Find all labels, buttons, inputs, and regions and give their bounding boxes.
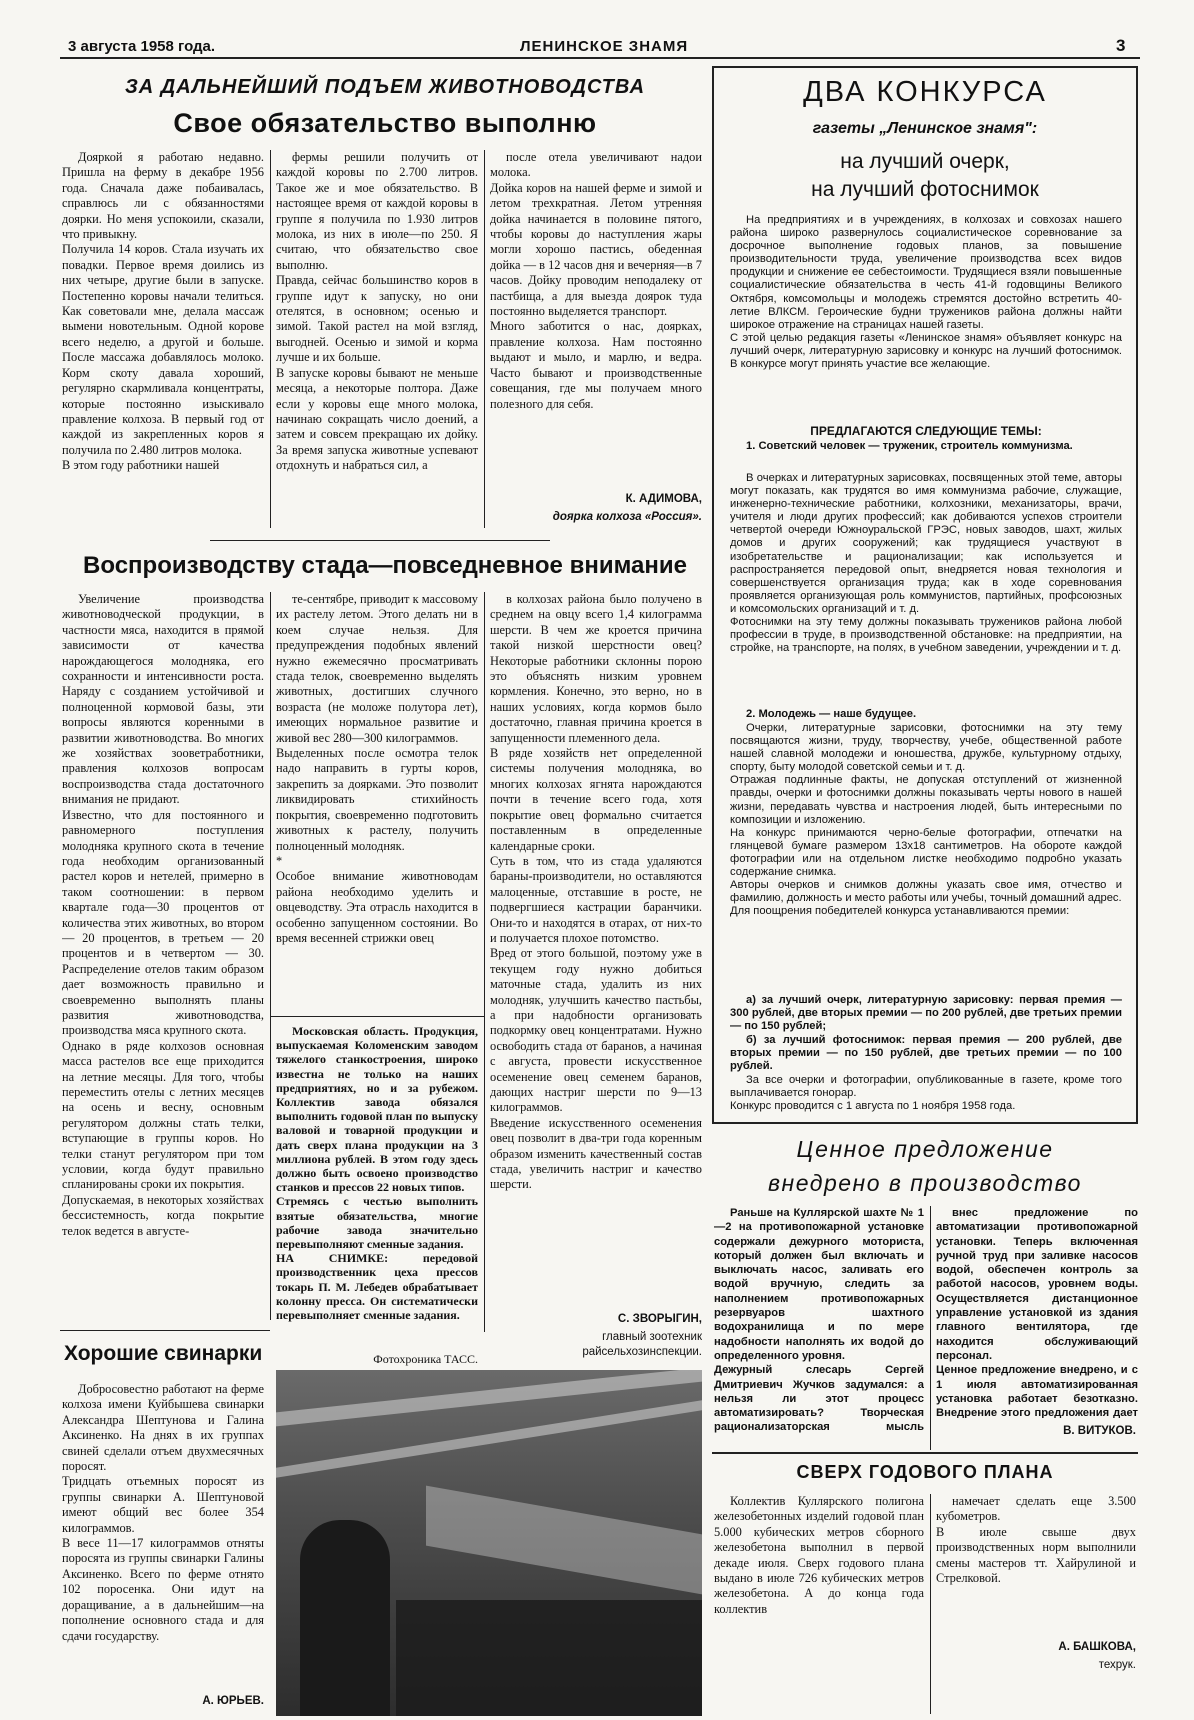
- column-divider: [270, 592, 271, 1320]
- article1-col2-text: фермы решили получить от каждой коровы по 2.700 литров. Такое же и мое обязательство. В настоящее время от каждой коровы в группе я получила по 1.930 литров молока, из них в июле—по 250. Я считаю, что обязательство свое выполню. Правда, сейчас большинство коров в группе идут к запуску, но они отелятся, в основном; осенью и зимой. Такой растел на мой взгляд, выгодней. Осенью и зимой и корма лучше и их больше. В запуске коровы бывают не меньше месяца, а некоторые полтора. Даже если у коровы еще много молока, начинаю сокращать число доений, а затем и совсем прекращаю их дойку. За время запуска животные успевают отдохнуть и набраться сил, а: [276, 150, 478, 473]
- page-number: 3: [1116, 36, 1126, 55]
- article4-col2: [936, 1206, 1138, 1418]
- contest-line1: на лучший очерк,: [840, 150, 1010, 173]
- contest-prize-a: [730, 994, 1122, 1033]
- article2-title: Воспроизводству стада—повседневное внимание: [83, 552, 687, 579]
- contest-topic1-body: [730, 472, 1122, 655]
- issue-date: 3 августа 1958 года.: [68, 38, 216, 55]
- article4-col1: [714, 1206, 924, 1436]
- article3-text: Добросовестно работают на ферме колхоза имени Куйбышева свинарки Александра Шептунова и Галина Аксиненко. На днях в их группах свиней сделали отъем двухмесячных поросят. Тридцать отъемных поросят из группы свинарки А. Шептуновой имеют общий вес более 354 килограммов. В весе 11—17 килограммов отняты поросята из группы свинарки Галины Аксиненко. Всего по ферме отнято 102 поросенка. Они идут на доращивание, а в дальнейшим—на пополнение основного стада и для сдачи государству.: [62, 1382, 264, 1643]
- article2-col1: [62, 592, 264, 1320]
- article1-col1-text: Дояркой я работаю недавно. Пришла на ферму в декабре 1956 года. Сначала даже побаивалась, справлюсь ли с обязанностями доярки. Но меня успокоили, сказали, что привыкну. Получила 14 коров. Стала изучать их повадки. Первое время доились из них четыре, другие были в запуске. Постепенно коровы начали телиться. Как советовали мне, делала массаж вымени новотельным. Одной корове всего неделю, а другой и больше. После массажа добавлялось молоко. Корм скоту давала хороший, регулярно скармливала концентраты, которые постоянно изыскивало правление колхоза. В первый год от каждой из закрепленных коров я получила по 2.480 литров молока. В этом году работники нашей: [62, 150, 264, 473]
- contest-outro: [730, 1074, 1122, 1113]
- article2-signature-name: С. ЗВОРЫГИН,: [617, 1313, 702, 1325]
- contest-topics-heading: ПРЕДЛАГАЮТСЯ СЛЕДУЮЩИЕ ТЕМЫ:: [810, 424, 1042, 438]
- article1-signature-role: доярка колхоза «Россия».: [552, 511, 702, 523]
- article1-col1: [62, 150, 264, 530]
- article1-col2: [276, 150, 478, 530]
- photo-lathe: [396, 1600, 702, 1716]
- article2-col1-text: Увеличение производства животноводческой продукции, в частности мяса, находится в прямой зависимости от качества нарождающегося молодняка, его сохранности и интенсивности роста. Наряду с созданием устойчивой и полноценной кормовой базы, эти вопросы являются коренными в развитии животноводства. Во многих же хозяйствах зооветработники, правления колхозов вопросам воспроизводства стада достаточного внимания не придают. Известно, что для постоянного и равномерного поступления молодняка крупного скота в течение года необходим организованный растел коров и нетелей, примерно в таком соотношении: в первом квартале года—30 процентов от количества этих животных, во втором — 20 процентов, в третьем — 20 процентов и в четвертом — 30. Распределение отелов таким образом дает возможность правильно и своевременно выполнять планы развития животноводства, производства мяса крупного скота. Однако в ряде колхозов основная масса растелов все еще приходится на летние месяцы. Для того, чтобы переместить отелы с летних месяцев на осень и весну, основным регулятором должны стать телки, вступающие в группы коров. Но телки станут регулятором при том условии, когда будут правильно спланированы сроки их покрытия. Допускаемая, в некоторых хозяйствах бессистемность, когда покрытие телок ведется в августе-: [62, 592, 264, 1238]
- photo-caption: [276, 1024, 478, 1348]
- article5-signature-name: А. БАШКОВА,: [1058, 1641, 1136, 1653]
- photo-credit: Фотохроника ТАСС.: [373, 1352, 478, 1366]
- article2-col3-text: в колхозах района было получено в среднем на овцу всего 1,4 килограмма шерсти. В чем же кроется причина такой низкой шерстности овец? Некоторые работники склонны порою это объяснять низким уровнем кормления. Конечно, это верно, но в наших условиях, когда кормов было достаточно, главная причина кроется в запущенности племенного дела. В ряде хозяйств нет определенной системы получения молодняка, во многих колхозах ягнята нарождаются почти в течение всего года, хотя покрытие овец формально считается поставленным в определенные календарные сроки. Суть в том, что из стада удаляются бараны-производители, но оставляются малоценные, отставшие в росте, не подвергшиеся кастрации баранчики. Они-то и находятся в отарах, от них-то и получается плохое потомство. Вред от этого большой, поэтому уже в текущем году нужно добиться маточные стада, удалить из них молодняк, улучшить качество пастьбы, а при надобности организовать подкормку овец концентратами. Нужно освободить стада от баранов, а начиная с августа, провести искусственное осеменение овец семенем баранов, дающих настриг шерсти по 9—13 килограммов. Введение искусственного осеменения овец позволит в два-три года коренным образом изменить качественный состав стада, увеличить настриг и качество шерсти.: [490, 592, 702, 1192]
- photo-worker: [300, 1520, 390, 1716]
- article3-body: [62, 1382, 264, 1694]
- article2-col3: [490, 592, 702, 1308]
- contest-title: ДВА КОНКУРСА: [803, 76, 1047, 108]
- masthead-rule: [60, 57, 1140, 59]
- separator-rule: [60, 1330, 270, 1331]
- caption-rule: [270, 1016, 484, 1017]
- article1-col3-text: после отела увеличивают надои молока. Дойка коров на нашей ферме и зимой и летом трехкратная. Летом утренняя дойка начинается в половине пятого, чтобы коровы до наступления жары могли хорошо пастись, обеденная дойка — в 12 часов дня и вечерняя—в 7 часов. Дойку проводим неподалеку от пастбища, а для выезда доярок туда постоянно выделяется транспорт. Много заботится о нас, доярках, правление колхоза. Нам постоянно выдают и мыло, и марлю, и ведра. Часто бывают и производственные совещания, где мы получаем много полезного для себя.: [490, 150, 702, 411]
- photo-machine: [426, 1486, 702, 1595]
- contest-intro-text: На предприятиях и в учреждениях, в колхозах и совхозах нашего района широко развернулось социалистическое соревнование за досрочное выполнение годовых планов, за повышение производительности труда, увеличение производства всех видов продукции и снижение ее себестоимости. Трудящиеся взяли повышенные социалистические обязательства в честь 41-й годовщины Великого Октября, комсомольцы и молодежь стремятся достойно встретить 40-летие ВЛКСМ. Героические будни тружеников района должны найти широкое отражение на страницах нашей газеты. С этой целью редакция газеты «Ленинское знамя» объявляет конкурс на лучший очерк, литературную зарисовку и конкурс на лучший фотоснимок. В конкурсе могут принять участие все желающие.: [730, 214, 1122, 371]
- contest-intro: [730, 214, 1122, 371]
- contest-prize-b: [730, 1034, 1122, 1073]
- paper-name: ЛЕНИНСКОЕ ЗНАМЯ: [520, 38, 689, 55]
- separator-rule: [712, 1452, 1138, 1454]
- contest-subtitle: газеты „Ленинское знамя":: [812, 120, 1038, 137]
- article1-title: Свое обязательство выполню: [173, 108, 597, 138]
- contest-topic1-title: [730, 440, 1122, 453]
- column-divider: [484, 592, 485, 1332]
- article5-signature-role: техрук.: [1098, 1659, 1136, 1671]
- article3-signature: А. ЮРЬЕВ.: [202, 1695, 264, 1707]
- article4-title-line1: Ценное предложение: [796, 1136, 1054, 1162]
- article5-col2-text: намечает сделать еще 3.500 кубометров. В июле свыше двух производственных норм выполнили смены мастеров тт. Хайрулиной и Стрелковой.: [936, 1494, 1136, 1586]
- column-divider: [484, 150, 485, 528]
- separator-rule: [210, 540, 550, 541]
- article5-col1-text: Коллектив Куллярского полигона железобетонных изделий годовой план 5.000 кубических метров сборного железобетона выполнил в первой декаде июля. Сверх годового плана выдано в июле 726 кубических метров железобетона. А до конца года коллектив: [714, 1494, 924, 1616]
- rubric-title: ЗА ДАЛЬНЕЙШИЙ ПОДЪЕМ ЖИВОТНОВОДСТВА: [124, 76, 646, 98]
- column-divider: [270, 150, 271, 528]
- article1-signature-name: К. АДИМОВА,: [625, 493, 702, 505]
- contest-line2: на лучший фотоснимок: [811, 178, 1039, 201]
- article1-col3: [490, 150, 702, 472]
- photo-caption-text: Московская область. Продукция, выпускаемая Коломенским заводом тяжелого станкостроения, широко известна не только на наших предприятиях, но и за рубежом. Коллектив завода обязался выполнить годовой план по выпуску валовой и товарной продукции и дать сверх плана продукции на 3 миллиона рублей. В этом году здесь должно быть освоено производство станков и прессов 22 новых типов. Стремясь с честью выполнить взятые обязательства, многие рабочие завода значительно перевыполняют сменные задания. НА СНИМКЕ: передовой производственник цеха прессов токарь П. М. Лебедев обрабатывает колонну пресса. Он систематически перевыполняет сменные задания.: [276, 1024, 478, 1323]
- article2-signature-role: главный зоотехник райсельхозинспекции.: [582, 1331, 702, 1358]
- article5-col2: [936, 1494, 1136, 1614]
- contest-topic1-text: В очерках и литературных зарисовках, посвященных этой теме, авторы могут показать, как трудятся во имя коммунизма рабочие, служащие, инженерно-технические работники, колхозники, механизаторы, врачи, учителя и люди других профессий; как добиваются успехов строители четвертой очереди Южноуральской ГРЭС, новых заводов, шахт, жилых домов и других сооружений; как трудящиеся участвуют в изобретательстве и рационализации; как используется и распространяется передовой опыт, внедряется новая технология и совершенствуется организация труда; как в ходе соревнования проявляется организующая роль коммунистов, партийных, профсоюзных и комсомольских организаций и т. д. Фотоснимки на эту тему должны показывать тружеников района любой профессии в труде, в производственной обстановке: на предприятии, на стройке, на транспорте, на полях, в учебном заведении, учреждении и т. д.: [730, 472, 1122, 655]
- column-divider: [930, 1494, 931, 1714]
- article2-col2: [276, 592, 478, 1010]
- article4-signature: В. ВИТУКОВ.: [1063, 1425, 1136, 1437]
- contest-topic2-body: [730, 722, 1122, 918]
- article4-col1-text: Раньше на Куллярской шахте № 1—2 на противопожарной установке содержали дежурного моториста, который должен был включать и выключать насос, заливать его водой вручную, следить за наполнением противопожарных резервуаров шахтного водохранилища и по мере надобности наполнять их водой до определенного уровня. Дежурный слесарь Сергей Дмитриевич Жучков задумался: а нельзя ли этот процесс автоматизировать? Творческая рационализаторская мысль: [714, 1207, 924, 1434]
- article2-col2-text: те-сентябре, приводит к массовому их растелу летом. Этого делать ни в коем случае нельзя. Для предупреждения подобных явлений нужно ежемесячно просматривать стада телок, своевременно выделять животных, достигших случного возраста (не моложе полутора лет), имеющих нормальное развитие и живой вес 280—300 килограммов. Выделенных после осмотра телок надо направить в гурты коров, закрепить за доярками. Это позволит ликвидировать стихийность покрытия, своевременно подготовить животных к растелу, получить полноценный молодняк. * Особое внимание животноводам района необходимо уделить и овцеводству. Эта отрасль находится в особенно запущенном состоянии. Во время весенней стрижки овец: [276, 592, 478, 945]
- factory-photo: [276, 1370, 702, 1716]
- contest-outro-text: За все очерки и фотографии, опубликованные в газете, кроме того выплачивается гонорар. Конкурс проводится с 1 августа по 1 ноября 1958 года.: [730, 1074, 1122, 1113]
- article3-title: Хорошие свинарки: [64, 1342, 263, 1365]
- article4-col2-text: внес предложение по автоматизации противопожарной установки. Теперь включенная ручной труд при заливке насосов водой, обеспечен контроль за работой насосов, уровнем воды. Осуществляется дистанционное управление установкой из здания главного вентилятора, где находится обслуживающий персонал. Ценное предложение внедрено, и с 1 июля автоматизированная установка работает безотказно. Внедрение этого предложения дает: [936, 1207, 1138, 1418]
- contest-prize-a-text: а) за лучший очерк, литературную зарисовку: первая премия — 300 рублей, две вторых премии — по 200 рублей, две третьих премии — по 150 рублей;: [730, 994, 1122, 1033]
- column-divider: [930, 1206, 931, 1450]
- contest-prize-b-text: б) за лучший фотоснимок: первая премия — 200 рублей, две вторых премии — по 150 рублей, две третьих премии — по 100 рублей.: [730, 1034, 1122, 1073]
- contest-topic1-title-text: 1. Советский человек — труженик, строитель коммунизма.: [746, 440, 1073, 452]
- article4-title-line2: внедрено в производство: [768, 1170, 1082, 1196]
- contest-topic2-text: Очерки, литературные зарисовки, фотоснимки на эту тему посвящаются жизни, труду, творчеству, учебе, общественной работе нашей славной молодежи и юношества, дружбе, культурному отдыху, спорту, быту молодой советской семьи и т. д. Отражая подлинные факты, не допуская отступлений от жизненной правды, очерки и фотоснимки должны показывать черты нового в нашей жизни, передавать чувства и настроения людей, быть интересными по композиции и изложению. На конкурс принимаются черно-белые фотографии, отпечатки на глянцевой бумаге размером 13х18 сантиметров. На обороте каждой фотографии или на отдельном листке необходимо подробно указать содержание снимка. Авторы очерков и снимков должны указать свое имя, отчество и фамилию, должность и место работы или учебы, точный домашний адрес. Для поощрения победителей конкурса устанавливаются премии:: [730, 722, 1122, 918]
- contest-topic2-title-text: 2. Молодежь — наше будущее.: [746, 708, 917, 720]
- article5-title: СВЕРХ ГОДОВОГО ПЛАНА: [796, 1462, 1054, 1482]
- contest-topic2-title: [730, 708, 1122, 721]
- article5-col1: [714, 1494, 924, 1716]
